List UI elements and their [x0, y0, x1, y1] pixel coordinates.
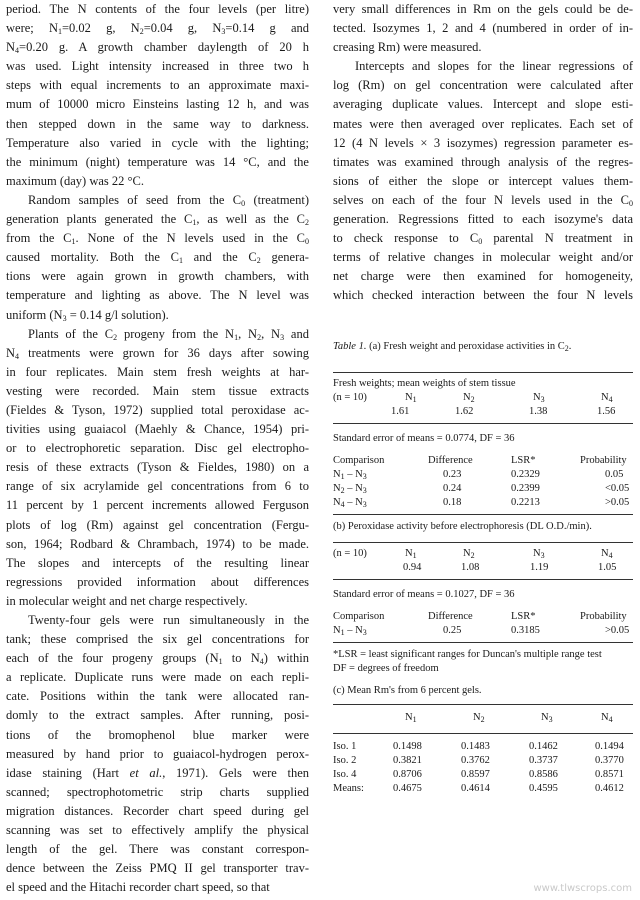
right-text-column: [333, 0, 633, 306]
part-c-level-row: [333, 711, 633, 725]
part-b-title: (b) Peroxidase activity before electrophoresis (DL O.D./min).: [333, 521, 592, 532]
rm-value: 0.8586: [529, 769, 558, 780]
text-line: Random samples of seed from the $C_0$ (treatment): [28, 192, 309, 208]
part-c-rm-rows: [333, 740, 633, 796]
text-line: then stepped down in the same way to darkness.: [6, 116, 309, 131]
text-line: The slopes and intercepts of the resulting linear: [6, 555, 309, 570]
text-line: cate. Positions within the tank were allocated ran-: [6, 689, 309, 704]
footnote: DF = degrees of freedom: [333, 663, 439, 674]
rm-value: 0.3737: [529, 755, 558, 766]
column-header: Difference: [428, 611, 473, 622]
text-line: was used. Light intensity increased in three two h: [6, 59, 309, 74]
text-line: tions of the bromophenol blue marker were: [6, 727, 309, 742]
text-line: timates was examined through analysis of the regres-: [333, 154, 633, 169]
peroxidase-value: 0.94: [403, 562, 422, 573]
comparison-cell: 0.2329: [511, 469, 540, 480]
text-line: idase staining (Hart et al., 1971). Gels were then: [6, 765, 310, 780]
level-label: $N_2$: [473, 712, 485, 724]
text-line: or to electrophoretic separation. Disc gel electropho-: [6, 441, 309, 456]
text-line: Intercepts and slopes for the linear regressions of: [355, 59, 633, 74]
rm-value: 0.4675: [393, 783, 422, 794]
part-b-n: (n = 10): [333, 548, 367, 559]
text-line: sions of either the slope or intercept values them-: [333, 173, 633, 188]
level-label: $N_1$: [405, 392, 417, 404]
comparison-cell: $N_4 - N_3$: [333, 497, 367, 509]
peroxidase-value: 1.19: [530, 562, 549, 573]
part-a-title: Fresh weights; mean weights of stem tissue: [333, 378, 516, 389]
level-label: $N_3$: [533, 392, 545, 404]
comparison-row: [333, 482, 633, 496]
text-line: period. The N contents of the four levels (per litre): [6, 2, 309, 16]
left-text-column: [6, 0, 309, 897]
part-a-n: (n = 10): [333, 392, 367, 403]
level-label: $N_2$: [463, 548, 475, 560]
text-line: plots of log (Rm) against gel concentration (Fergu-: [6, 517, 309, 532]
rm-value: 0.4614: [461, 783, 490, 794]
rm-row: [333, 782, 633, 796]
text-line: averaging duplicate values. Intercept and slope esti-: [333, 97, 633, 112]
comparison-cell: 0.18: [443, 497, 462, 508]
text-line: in molecular weight and net charge respectively.: [6, 593, 248, 608]
text-line: tank; these comprised the six gel concentrations for: [6, 632, 309, 647]
text-line: Twenty-four gels were run simultaneously in the: [28, 613, 309, 627]
level-label: $N_2$: [463, 392, 475, 404]
part-b-comparison-rows: [333, 624, 633, 638]
text-line: range of six acrylamide gel concentrations from 6 to: [6, 479, 309, 494]
text-line: regressions provided information about differences: [6, 574, 309, 589]
text-line: the minimum (night) temperature was 14 °C, and the: [6, 154, 309, 169]
rm-value: 0.3762: [461, 755, 490, 766]
text-line: temperature and lighting as above. The N level was: [6, 288, 309, 303]
text-line: log (Rm) on gel concentration were calculated after: [333, 78, 633, 93]
comparison-row: [333, 496, 633, 510]
comparison-cell: 0.2399: [511, 483, 540, 494]
text-line: length of the gel. There was constant correspon-: [6, 842, 309, 857]
column-header: Comparison: [333, 611, 385, 622]
rm-value: 0.4612: [595, 783, 624, 794]
text-line: (Fieldes & Tyson, 1972) supplied total peroxidase ac-: [6, 402, 309, 417]
text-line: migration distances. Recorder chart speed during gel: [6, 803, 309, 818]
rm-row-label: Means:: [333, 783, 364, 794]
rm-row: [333, 740, 633, 754]
rm-value: 0.3821: [393, 755, 422, 766]
column-header: LSR*: [511, 611, 536, 622]
text-line: generation. Regressions fitted to each isozyme's data: [333, 212, 633, 227]
comparison-cell: 0.3185: [511, 625, 540, 636]
text-line: to check response to $C_0$ parental N treatment in: [333, 231, 633, 247]
text-line: in four replicates. Main stem fresh weights at har-: [6, 364, 309, 379]
text-line: a replicate. Duplicate runs were made on each repli-: [6, 670, 309, 685]
rm-value: 0.8571: [595, 769, 624, 780]
comparison-cell: 0.2213: [511, 497, 540, 508]
comparison-cell: 0.05: [605, 469, 624, 480]
rm-value: 0.3770: [595, 755, 624, 766]
text-line: generation plants generated the $C_1$, as well as the $C_2$: [6, 212, 309, 228]
rm-row: [333, 768, 633, 782]
text-line: each of the four progeny groups ($N_1$ to $N_4$) within: [6, 651, 309, 667]
part-a-comparison-header: [333, 454, 633, 468]
text-line: very small differences in Rm on the gels could be de-: [333, 2, 633, 16]
text-line: domly to the extract samples. After running, posi-: [6, 708, 309, 723]
text-line: scanned; spectrophotometric strip charts supplied: [6, 784, 309, 799]
level-label: $N_3$: [541, 712, 553, 724]
level-label: $N_4$: [601, 548, 613, 560]
level-label: $N_4$: [601, 712, 613, 724]
part-b-se: Standard error of means = 0.1027, DF = 36: [333, 589, 515, 600]
comparison-cell: >0.05: [605, 497, 630, 508]
part-a-comparison-rows: [333, 468, 633, 510]
watermark: www.tlwscrops.com: [533, 883, 632, 894]
rm-value: 0.4595: [529, 783, 558, 794]
text-line: vesting were recorded. Main stem tissue extracts: [6, 383, 309, 398]
column-header: Probability: [580, 455, 627, 466]
rm-row-label: Iso. 1: [333, 741, 357, 752]
text-line: which checked interaction between the four N levels: [333, 288, 633, 303]
text-line: 11 percent by 1 percent increments allowed Ferguson: [6, 498, 309, 513]
rm-row-label: Iso. 4: [333, 769, 357, 780]
text-line: creasing Rm) were measured.: [333, 40, 482, 55]
column-header: Comparison: [333, 455, 385, 466]
fresh-weight-value: 1.38: [529, 406, 548, 417]
rm-row: [333, 754, 633, 768]
level-label: $N_3$: [533, 548, 545, 560]
text-line: resis of these extracts (Tyson & Fieldes, 1980) on a: [6, 460, 309, 475]
peroxidase-value: 1.08: [461, 562, 480, 573]
table-1: [333, 340, 633, 796]
comparison-row: [333, 624, 633, 638]
level-label: $N_1$: [405, 548, 417, 560]
text-line: from the $C_1$. None of the N levels used in the $C_0$: [6, 231, 309, 247]
text-line: mates were then averaged over replicates. Each set of: [333, 116, 633, 131]
comparison-cell: 0.23: [443, 469, 462, 480]
comparison-cell: $N_1 - N_3$: [333, 625, 367, 637]
part-b-level-row: [333, 547, 633, 561]
text-line: $N_4$ treatments were grown for 36 days after sowing: [6, 345, 309, 361]
rm-value: 0.1483: [461, 741, 490, 752]
part-c-title: (c) Mean Rm's from 6 percent gels.: [333, 685, 482, 696]
text-line: tected. Isozymes 1, 2 and 4 (numbered in order of in-: [333, 21, 633, 36]
rm-value: 0.1498: [393, 741, 422, 752]
level-label: $N_1$: [405, 712, 417, 724]
comparison-cell: 0.24: [443, 483, 462, 494]
text-line: scanning was set to effectively amplify the physical: [6, 823, 309, 838]
comparison-cell: 0.25: [443, 625, 462, 636]
part-b-value-row: [333, 561, 633, 575]
text-line: uniform ($N_3 = 0.14$ g/l solution).: [6, 307, 169, 323]
comparison-cell: <0.05: [605, 483, 630, 494]
peroxidase-value: 1.05: [598, 562, 617, 573]
text-line: 12 (4 N levels × 3 isozymes) regression parameter es-: [333, 135, 633, 150]
column-header: Probability: [580, 611, 627, 622]
footnote: *LSR = least significant ranges for Duncan's multiple range test: [333, 649, 602, 660]
rm-value: 0.1462: [529, 741, 558, 752]
text-line: dence between the Zeiss PMQ II gel transporter trav-: [6, 861, 309, 876]
text-line: Plants of the $C_2$ progeny from the $N_1$, $N_2$, $N_3$ and: [28, 326, 309, 342]
text-line: el speed and the Hitachi recorder chart speed, so that: [6, 880, 270, 895]
text-line: caused mortality. Both the $C_1$ and the $C_2$ genera-: [6, 250, 309, 266]
text-line: selves on each of the four N levels used in the $C_0$: [333, 192, 633, 208]
fresh-weight-value: 1.56: [597, 406, 616, 417]
text-line: tions were again grown in growth chambers, with: [6, 269, 309, 284]
rm-value: 0.8706: [393, 769, 422, 780]
text-line: terms of relative changes in molecular weight and/or: [333, 250, 633, 265]
text-line: were; $N_1=0.02$ g, $N_2=0.04$ g, $N_3=0.14$ g and: [6, 21, 309, 37]
text-line: son, 1964; Rodbard & Chrambach, 1974) to be made.: [6, 536, 309, 551]
column-header: LSR*: [511, 455, 536, 466]
comparison-cell: $N_2 - N_3$: [333, 483, 367, 495]
table-caption: Table 1. (a) Fresh weight and peroxidase activities in $C_2$.: [333, 341, 572, 353]
level-label: $N_4$: [601, 392, 613, 404]
column-header: Difference: [428, 455, 473, 466]
text-line: tivities using guaiacol (Maehly & Chance, 1954) pri-: [6, 422, 309, 437]
rm-value: 0.1494: [595, 741, 624, 752]
text-line: net charge were then examined for homogeneity,: [333, 269, 633, 284]
text-line: measured by hand prior to guaiacol-hydrogen perox-: [6, 746, 309, 761]
rm-row-label: Iso. 2: [333, 755, 357, 766]
part-a-se: Standard error of means = 0.0774, DF = 36: [333, 433, 515, 444]
comparison-row: [333, 468, 633, 482]
part-a-value-row: [333, 405, 633, 419]
part-b-comparison-header: [333, 610, 633, 624]
text-line: maximum (day) was 22 °C.: [6, 173, 144, 188]
text-line: mum of 10000 micro Einsteins lasting 12 h, and was: [6, 97, 309, 112]
text-line: Temperature also varied in cycle with the lighting;: [6, 135, 309, 150]
comparison-cell: >0.05: [605, 625, 630, 636]
comparison-cell: $N_1 - N_3$: [333, 469, 367, 481]
rm-value: 0.8597: [461, 769, 490, 780]
fresh-weight-value: 1.62: [455, 406, 474, 417]
part-a-level-row: [333, 391, 633, 405]
text-line: steps with equal increments to an approximate maxi-: [6, 78, 309, 93]
text-line: $N_4=0.20$ g. A growth chamber daylength of 20 h: [6, 40, 309, 56]
fresh-weight-value: 1.61: [391, 406, 410, 417]
